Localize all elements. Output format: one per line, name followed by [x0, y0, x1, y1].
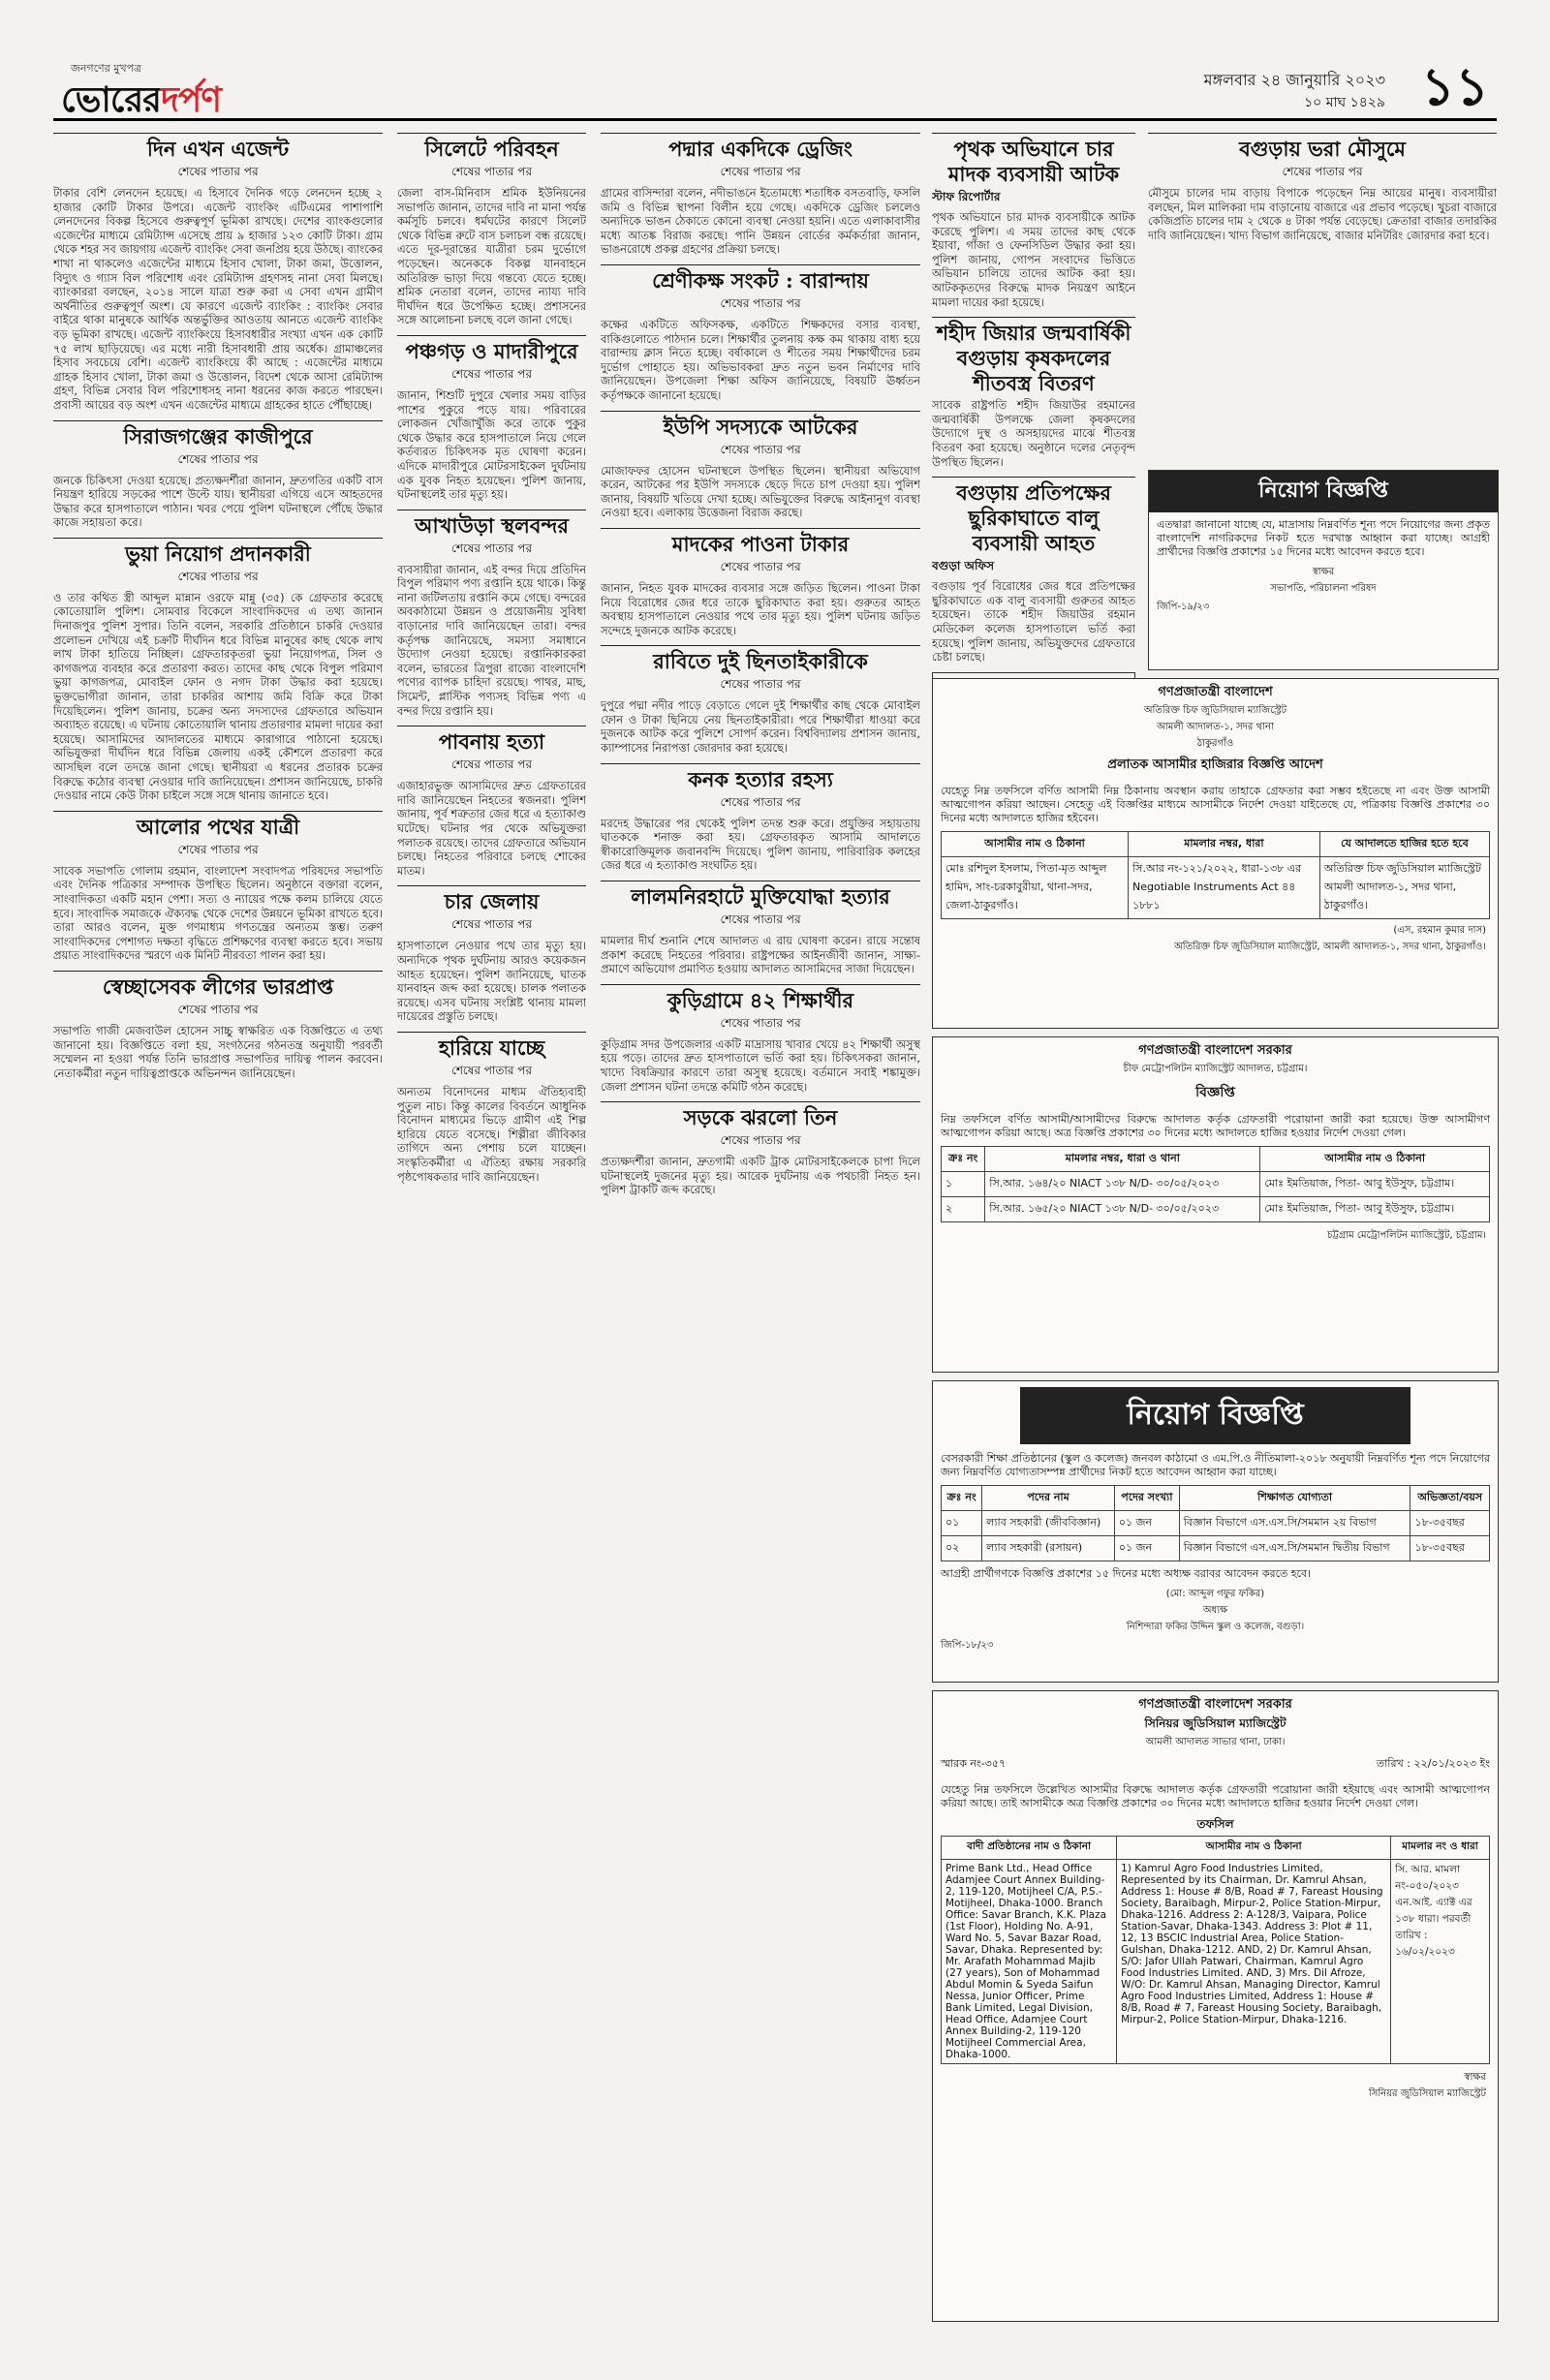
article-headline: ভুয়া নিয়োগ প্রদানকারী [53, 538, 383, 567]
recruitment-ad-2 [932, 1380, 1499, 1683]
table-row [942, 1197, 1490, 1222]
court-subtitle: বিজ্ঞপ্তি [1195, 1085, 1235, 1100]
table-cell: সি. আর. মামলা নং-০৫০/২০২৩ এন.আই. এ্যাক্ট এর ১৩৮ ধারা। পরবর্তী তারিখ : ১৬/০২/২০২৩ [1391, 1860, 1490, 2064]
article [932, 477, 1135, 665]
table-cell: বিজ্ঞান বিভাগে এস.এস.সি/সমমান দ্বিতীয় বিভাগ [1179, 1536, 1410, 1561]
court-subtitle: প্রলাতক আসামীর হাজিরার বিজ্ঞপ্তি আদেশ [1107, 757, 1323, 772]
court-header-2: অতিরিক্ত চিফ জুডিসিয়াল ম্যাজিস্ট্রেট [1143, 705, 1287, 716]
article-body: বগুড়ায় পূর্ব বিরোধের জের ধরে প্রতিপক্ষের ছুরিকাঘাতে এক বালু ব্যবসায়ী গুরুতর আহত হয়েছেন। তাকে শহীদ জিয়াউর রহমান মেডিকেল কলেজ হাসপাতালে ভর্তি করা হয়েছে। পুলিশ জানায়, অভিযুক্তদের গ্রেফতারে চেষ্টা চলছে। [932, 579, 1135, 665]
logo-name-part2: দর্পণ [160, 80, 222, 120]
article-continued: শেষের পাতার পর [177, 1002, 259, 1016]
table-row [942, 1536, 1490, 1561]
table-cell: ০১ জন [1114, 1511, 1179, 1536]
article-body: সাবেক সভাপতি গোলাম রহমান, বাংলাদেশ সংবাদপত্র পরিষদের সভাপতি এবং দৈনিক পত্রিকার সম্পাদক উপস্থিত ছিলেন। অনুষ্ঠানে বক্তারা বলেন, সাংবাদিকতা একটি মহান পেশা। সত্য ও ন্যায়ের পক্ষে কলম চালিয়ে যেতে হবে। সাংবাদিক সমাজকে ঐক্যবদ্ধ থেকে দেশের উন্নয়নে ভূমিকা রাখতে হবে। তারা আরও বলেন, মুক্ত গণমাধ্যম গণতন্ত্রের অন্যতম স্তম্ভ। তরুণ সাংবাদিকদের পেশাগত দক্ষতা বৃদ্ধিতে প্রশিক্ষণের ব্যবস্থা করতে হবে। সভায় প্রয়াত সাংবাদিকদের স্মরণে এক মিনিট নীরবতা পালন করা হয়। [53, 863, 383, 963]
date-bengali: ১০ মাঘ ১৪২৯ [1304, 95, 1385, 110]
table-header: পদের সংখ্যা [1114, 1486, 1179, 1511]
table-header: আসামীর নাম ও ঠিকানা [1260, 1147, 1490, 1172]
article-body: কুড়িগ্রাম সদর উপজেলার একটি মাদ্রাসায় খাবার খেয়ে ৪২ শিক্ষার্থী অসুস্থ হয়ে পড়ে। তাদের দ্রুত হাসপাতালে ভর্তি করা হয়। চিকিৎসকরা জানান, খাদ্যে বিষক্রিয়ার কারণে তারা অসুস্থ হয়েছে। বর্তমানে সবাই শঙ্কামুক্ত। জেলা প্রশাসন ঘটনা তদন্তে কমিটি গঠন করেছে। [601, 1036, 920, 1094]
table-header: আসামীর নাম ও ঠিকানা [1117, 1837, 1391, 1860]
newspaper-logo [61, 62, 264, 120]
article-body: টাকার বেশি লেনদেন হয়েছে। এ হিসাবে দৈনিক গড়ে লেনদেন হচ্ছে ২ হাজার কোটি টাকার উপরে। এজেন্ট ব্যাংকিং এটিএমের পাশাপাশি লেনদেনের বিকল্প হিসেবে গুরুত্বপূর্ণ ভূমিকা রাখছে। দেশের ব্যাংকগুলোর এজেন্টের মাধ্যমে রেমিট্যান্স এসেছে প্রায় ৯ হাজার ১২৩ কোটি টাকা। গ্রাম থেকে শহর সব জায়গায় এজেন্ট ব্যাংকিং সেবা জনপ্রিয় হয়ে উঠছে। ব্যাংকের শাখা না থাকলেও এজেন্টের মাধ্যমে হিসাব খোলা, টাকা জমা, উত্তোলন, বিদ্যুৎ ও গ্যাস বিল পরিশোধ এবং রেমিট্যান্স গ্রহণসহ নানা সেবা মিলছে। ব্যাংকাররা বলছেন, ২০১৪ সালে যাত্রা শুরু করা এ সেবা এখন গ্রামীণ অর্থনীতির গুরুত্বপূর্ণ অংশ। যে কারণে এজেন্ট ব্যাংকিং : ব্যাংকিং সেবার বাইরে থাকা মানুষকে আর্থিক অন্তর্ভুক্তির আওতায় আনতে এজেন্ট ব্যাংকিং বড় ভূমিকা রাখছে। এজেন্ট ব্যাংকিংয়ে হিসাবধারীর সংখ্যা এখন এক কোটি ৭৫ লাখ ছাড়িয়েছে। এর মধ্যে নারী হিসাবধারী প্রায় অর্ধেক। গ্রামাঞ্চলের হিসাব সবচেয়ে বেশি। এজেন্ট ব্যাংকিংয়ে কী আছে : এজেন্টের মাধ্যমে গ্রাহক হিসাব খোলা, টাকা জমা ও উত্তোলন, বিদেশ থেকে আসা রেমিট্যান্স গ্রহণ, বিভিন্ন সেবার বিল পরিশোধসহ নানা ধরনের কাজ করতে পারছেন। প্রবাসী আয়ের বড় অংশ এখন এজেন্টের মাধ্যমে গ্রাহকের হাতে পৌঁছাচ্ছে। [53, 186, 383, 412]
article-continued: শেষের পাতার পর [450, 165, 533, 178]
table-header: অভিজ্ঞতা/বয়স [1410, 1486, 1490, 1511]
court-signer-title: সিনিয়র জুডিসিয়াল ম্যাজিস্ট্রেট [1368, 2088, 1486, 2099]
article [397, 885, 586, 1024]
column-1 [53, 131, 383, 2339]
table-cell: বিজ্ঞান বিভাগে এস.এস.সি/সমমান ২য় বিভাগ [1179, 1511, 1410, 1536]
article-headline: স্বেচ্ছাসেবক লীগের ভারপ্রাপ্ত [53, 971, 383, 1000]
court-ref-no: স্মারক নং-৩৫৭ [941, 1757, 1007, 1770]
article-body: মরদেহ উদ্ধারের পর থেকেই পুলিশ তদন্ত শুরু করে। প্রযুক্তির সহায়তায় ঘাতককে শনাক্ত করা হয়। গ্রেফতারকৃত আসামি আদালতে স্বীকারোক্তিমূলক জবানবন্দি দিয়েছে। পুলিশ জানায়, পারিবারিক কলহের জের ধরে এ হত্যাকাণ্ড সংঘটিত হয়। [601, 816, 920, 873]
ad-signature: স্বাক্ষর [1312, 567, 1335, 577]
article-body: এজাহারভুক্ত আসামিদের দ্রুত গ্রেফতারের দাবি জানিয়েছেন নিহতের স্বজনরা। পুলিশ জানায়, পূর্ব শত্রুতার জের ধরে এ হত্যাকাণ্ড ঘটেছে। ঘটনার পর থেকে অভিযুক্তরা পলাতক রয়েছে। তাদের গ্রেফতারে অভিযান চলছে। নিহতের পরিবারে চলছে শোকের মাতম। [397, 779, 586, 878]
article [601, 763, 920, 873]
recruitment-ad-1 [1148, 470, 1499, 670]
article-byline: স্টাফ রিপোর্টার [932, 190, 1001, 203]
table-header: মামলার নং ও ধারা [1391, 1837, 1490, 1860]
ad-title: নিয়োগ বিজ্ঞপ্তি [1149, 471, 1498, 512]
table-header: মামলার নম্বর, ধারা ও থানা [985, 1147, 1260, 1172]
court-header-2: সিনিয়র জুডিসিয়াল ম্যাজিস্ট্রেট [1144, 1716, 1286, 1730]
article-continued: শেষের পাতার পর [450, 366, 533, 381]
article-headline: পঞ্চগড় ও মাদারীপুরে [397, 335, 586, 364]
article [601, 881, 920, 976]
article-body: জেলা বাস-মিনিবাস শ্রমিক ইউনিয়নের সভাপতি জানান, তাদের দাবি না মানা পর্যন্ত কর্মসূচি চলবে। ধর্মঘটের কারণে সিলেট থেকে বিভিন্ন রুটে বাস চলাচল বন্ধ রয়েছে। এতে দূর-দূরান্তের যাত্রীরা চরম দুর্ভোগে পড়েছেন। অনেককে বিকল্প যানবাহনে অতিরিক্ত ভাড়া দিয়ে গন্তব্যে যেতে হচ্ছে। শ্রমিক নেতারা বলেন, তাদের ন্যায্য দাবি দীর্ঘদিন ধরে উপেক্ষিত হচ্ছে। প্রশাসনের সঙ্গে আলোচনা চলছে বলে জানা গেছে। [397, 186, 586, 327]
article [53, 133, 383, 413]
court-table [941, 1836, 1490, 2064]
article-body: জানান, নিহত যুবক মাদকের ব্যবসার সঙ্গে জড়িত ছিলেন। পাওনা টাকা নিয়ে বিরোধের জের ধরে তাকে ছুরিকাঘাত করা হয়। গুরুতর আহত অবস্থায় হাসপাতালে নেওয়ার পথে তার মৃত্যু হয়। পুলিশ ঘটনায় জড়িত সন্দেহে দুজনকে আটক করেছে। [601, 580, 920, 637]
article-body: কক্ষের একটিতে অফিসকক্ষ, একটিতে শিক্ষকদের বসার ব্যবস্থা, বাকিগুলোতে পাঠদান চলে। শিক্ষার্থীর তুলনায় কক্ষ কম থাকায় বাধ্য হয়ে বারান্দায় ক্লাস নিতে হচ্ছে। বর্ষাকালে ও শীতের সময় শিক্ষার্থীদের চরম দুর্ভোগ পোহাতে হয়। অভিভাবকরা দ্রুত নতুন ভবন নির্মাণের দাবি জানিয়েছেন। উপজেলা শিক্ষা অফিস জানিয়েছে, বিষয়টি ঊর্ধ্বতন কর্তৃপক্ষকে জানানো হয়েছে। [601, 317, 920, 402]
recruitment-table [941, 1485, 1490, 1561]
court-table [941, 1146, 1490, 1222]
article-continued: শেষের পাতার পর [1282, 165, 1363, 178]
article-headline: শহীদ জিয়ার জন্মবার্ষিকী বগুড়ায় কৃষকদলের শীতবস্ত্র বিতরণ [932, 317, 1135, 396]
article [53, 538, 383, 803]
article [397, 1032, 586, 1184]
table-header: ক্রঃ নং [942, 1486, 982, 1511]
article [601, 984, 920, 1094]
table-cell: ১৮-৩৫বছর [1410, 1511, 1490, 1536]
article-continued: শেষের পাতার পর [720, 1133, 801, 1148]
table-header: শিক্ষাগত যোগ্যতা [1179, 1486, 1410, 1511]
article-body: ও তার কথিত স্ত্রী আব্দুল মান্নান ওরফে মান্নু (৩৫) কে গ্রেফতার করেছে কোতোয়ালি পুলিশ। সোমবার বিকেলে সাংবাদিকদের এ তথ্য জানান দিনাজপুর পুলিশ সুপার। তিনি বলেন, সরকারি প্রতিষ্ঠানে চাকরি দেওয়ার প্রলোভন দেখিয়ে এই চক্রটি দীর্ঘদিন ধরে বিভিন্ন মানুষের কাছ থেকে লাখ লাখ টাকা হাতিয়ে নিচ্ছিল। গ্রেফতারকৃতরা ভুয়া নিয়োগপত্র, সিল ও কাগজপত্র ব্যবহার করে প্রতারণা করত। তাদের কাছ থেকে বিপুল পরিমাণ ভুয়া কাগজপত্র, মোবাইল ফোন ও নগদ টাকা উদ্ধার করা হয়েছে। ভুক্তভোগীরা জানান, তারা চাকরির আশায় জমি বিক্রি করে টাকা দিয়েছিলেন। পুলিশ জানায়, চক্রের অন্য সদস্যদের গ্রেফতারে অভিযান অব্যাহত রয়েছে। এ ঘটনায় কোতোয়ালি থানায় প্রতারণার মামলা দায়ের করা হয়েছে। আসামিদের আদালতের মাধ্যমে কারাগারে পাঠানো হয়েছে। অভিযুক্তরা দীর্ঘদিন ধরে বিভিন্ন জেলায় একই কৌশলে প্রতারণা করে আসছিল বলে তদন্তে জানা গেছে। স্থানীয়রা এ ধরনের প্রতারক চক্রের বিরুদ্ধে কঠোর ব্যবস্থা নেওয়ার দাবি জানিয়েছেন। প্রশাসন জানিয়েছে, চাকরি দেওয়ার নামে কেউ টাকা চাইলে সঙ্গে সঙ্গে থানায় জানাতে হবে। [53, 590, 383, 803]
ad-ref: জিপি-১৯/২৩ [1157, 602, 1210, 612]
table-row [942, 1860, 1490, 2064]
masthead [53, 58, 1497, 121]
table-header: যে আদালতে হাজির হতে হবে [1319, 832, 1489, 857]
article-headline: লালমনিরহাটে মুক্তিযোদ্ধা হত্যার [601, 881, 920, 910]
article [53, 971, 383, 1080]
article-continued: শেষের পাতার পর [177, 842, 259, 856]
column-2 [397, 131, 586, 2339]
court-signer: (এস, রহমান কুমার দাস) [1393, 925, 1486, 936]
article [932, 133, 1135, 309]
article-headline: সড়কে ঝরলো তিন [601, 1101, 920, 1130]
table-cell: ২ [942, 1197, 985, 1222]
article-headline: সিরাজগঞ্জের কাজীপুরে [53, 420, 383, 449]
article [397, 726, 586, 878]
article-headline: আখাউড়া স্থলবন্দর [397, 510, 586, 539]
court-body: যেহেতু নিম্ন তফসিলে উল্লেখিত আসামীর বিরুদ্ধে আদালত কর্তৃক গ্রেফতারী পরোয়ানা জারী হইয়াছে এবং আসামী আত্মগোপন করিয়া আছে। তাই আসামীকে অত্র বিজ্ঞপ্তি প্রকাশের ৩০ দিনের মধ্যে আদালতে হাজির হওয়ার নির্দেশ দেওয়া গেল। [941, 1783, 1490, 1809]
article [932, 317, 1135, 469]
article-continued: শেষের পাতার পর [720, 165, 801, 178]
court-header-1: গণপ্রজাতন্ত্রী বাংলাদেশ সরকার [1138, 1697, 1292, 1712]
article-byline: বগুড়া অফিস [932, 559, 995, 573]
court-date: তারিখ : ২২/০১/২০২৩ ইং [1376, 1757, 1490, 1770]
article-continued: শেষের পাতার পর [720, 1015, 801, 1030]
ad-sign-name: সভাপতি, পরিচালনা পরিষদ [1270, 583, 1377, 594]
article [601, 528, 920, 637]
article-continued: শেষের পাতার পর [177, 451, 259, 466]
court-header-2: চীফ মেট্রোপলিটন ম্যাজিস্ট্রেট আদালত, চট্টগ্রাম। [1123, 1064, 1308, 1074]
article-headline: চার জেলায় [397, 885, 586, 914]
article [601, 133, 920, 257]
court-header-3: আমলী আদালত-১, সদর থানা [1157, 722, 1274, 732]
article-body: দুপুরে পদ্মা নদীর পাড়ে বেড়াতে গেলে দুই শিক্ষার্থীর কাছ থেকে মোবাইল ফোন ও টাকা ছিনিয়ে নেয় ছিনতাইকারীরা। পরে শিক্ষার্থীরা ধাওয়া করে দুজনকে আটক করে পুলিশে সোপর্দ করেন। বিশ্ববিদ্যালয় প্রশাসন জানায়, ক্যাম্পাসের নিরাপত্তা জোরদার করা হয়েছে। [601, 698, 920, 756]
table-header: আসামীর নাম ও ঠিকানা [942, 832, 1129, 857]
article-body: মোজাফফর হোসেন ঘটনাস্থলে উপস্থিত ছিলেন। স্থানীয়রা অভিযোগ করেন, আটকের পর ইউপি সদস্যকে ছেড়ে দিতে চাপ দেওয়া হয়। পুলিশ জানায়, বিষয়টি খতিয়ে দেখা হচ্ছে। অভিযুক্তের বিরুদ্ধে আইনানুগ ব্যবস্থা নেওয়া হবে। এলাকায় উত্তেজনা বিরাজ করছে। [601, 463, 920, 520]
column-3 [601, 131, 920, 2339]
table-cell: ০২ [942, 1536, 982, 1561]
table-header: পদের নাম [982, 1486, 1115, 1511]
court-body: নিম্ন তফসিলে বর্ণিত আসামী/আসামীদের বিরুদ্ধে আদালত কর্তৃক গ্রেফতারী পরোয়ানা জারী করা হয়েছে। উক্ত আসামীগণ আত্মগোপন করিয়া আছে। অত্র বিজ্ঞপ্তি প্রকাশের ৩০ দিনের মধ্যে আদালতে হাজির হওয়ার নির্দেশ দেওয়া গেল। [941, 1113, 1490, 1139]
article-headline: ইউপি সদস্যকে আটকের [601, 411, 920, 440]
article-body: সভাপতি গাজী মেজবাউল হোসেন সাচ্চু স্বাক্ষরিত এক বিজ্ঞপ্তিতে এ তথ্য জানানো হয়। বিজ্ঞপ্তিতে বলা হয়, সংগঠনের গঠনতন্ত্র অনুযায়ী পরবর্তী সম্মেলন না হওয়া পর্যন্ত তিনি ভারপ্রাপ্ত সভাপতির দায়িত্ব পালন করবেন। নেতাকর্মীরা নতুন দায়িত্বপ্রাপ্তকে অভিনন্দন জানিয়েছেন। [53, 1023, 383, 1080]
article-headline: আলোর পথের যাত্রী [53, 811, 383, 840]
article [397, 335, 586, 502]
article-continued: শেষের পাতার পর [177, 165, 259, 178]
court-body: যেহেতু নিম্ন তফসিলে বর্ণিত আসামী নিম্ন ঠিকানায় অবস্থান করায় তাহাকে গ্রেফতার করা সম্ভব হইতেছে না এবং উক্ত আসামী আত্মগোপন করিয়া আছেন। সেহেতু এই বিজ্ঞপ্তির মাধ্যমে আসামীকে নির্দেশ দেওয়া যাইতেছে যে, পত্রিকায় বিজ্ঞপ্তি প্রকাশের ৩০ দিনের মধ্যে আদালতে হাজির হইবেন। [941, 785, 1490, 824]
article-headline: মাদকের পাওনা টাকার [601, 528, 920, 557]
table-cell: ল্যাব সহকারী (জীববিজ্ঞান) [982, 1511, 1115, 1536]
table-header: বাদী প্রতিষ্ঠানের নাম ও ঠিকানা [942, 1837, 1117, 1860]
court-header-4: ঠাকুরগাঁও [1196, 738, 1234, 749]
court-header-1: গণপ্রজাতন্ত্রী বাংলাদেশ [1158, 685, 1273, 699]
logo-name [61, 74, 221, 132]
article-body: পৃথক অভিযানে চার মাদক ব্যবসায়ীকে আটক করেছে পুলিশ। এ সময় তাদের কাছ থেকে ইয়াবা, গাঁজা ও ফেনসিডিল উদ্ধার করা হয়। পুলিশ জানায়, গোপন সংবাদের ভিত্তিতে অভিযান চালিয়ে তাদের আটক করা হয়। আটককৃতদের বিরুদ্ধে মাদক নিয়ন্ত্রণ আইনে মামলা দায়ের করা হয়েছে। [932, 210, 1135, 309]
ad-note: আগ্রহী প্রার্থীগণকে বিজ্ঞপ্তি প্রকাশের ১৫ দিনের মধ্যে অধ্যক্ষ বরাবর আবেদন করতে হবে। [941, 1567, 1312, 1580]
article-body: হাসপাতালে নেওয়ার পথে তার মৃত্যু হয়। অন্যদিকে পৃথক দুর্ঘটনায় আরও কয়েকজন আহত হয়েছেন। পুলিশ জানিয়েছে, ঘাতক যানবাহন জব্দ করা হয়েছে। চালক পলাতক রয়েছে। এসব ঘটনায় সংশ্লিষ্ট থানায় মামলা দায়েরের প্রস্তুতি চলছে। [397, 939, 586, 1024]
ad-signer-org: নিশিন্দারা ফকির উদ্দিন স্কুল ও কলেজ, বগুড়া। [1126, 1622, 1305, 1632]
table-cell: Prime Bank Ltd., Head Office Adamjee Court Annex Building-2, 119-120, Motijheel C/A, P.S.-Motijheel, Dhaka-1000. Branch Office: Savar Branch, K.K. Plaza (1st Floor), Holding No. A-91, Ward No. 5, Savar Bazar Road, Savar, Dhaka. Represented by: Mr. Arafath Mohammad Majib (27 years), Son of Mohammad Abdul Momin & Syeda Saifun Nessa, Junior Officer, Prime Bank Limited, Legal Division, Head Office, Adamjee Court Annex Building-2, 119-120 Motijheel Commercial Area, Dhaka-1000. [942, 1860, 1117, 2064]
table-row [942, 857, 1490, 919]
article-headline: দিন এখন এজেন্ট [53, 133, 383, 162]
article-continued: শেষের পাতার পর [450, 917, 533, 932]
ad-signer: (মো: আব্দুল গফুর ফকির) [1165, 1589, 1265, 1599]
court-notice-2 [932, 1036, 1499, 1373]
table-cell: সি.আর নং-১২১/২০২২, ধারা-১৩৮ এর Negotiable Instruments Act ৪৪ ১৮৮১ [1129, 857, 1320, 919]
article-body: অন্যতম বিনোদনের মাধ্যম ঐতিহ্যবাহী পুতুল নাচ। কিন্তু কালের বিবর্তনে আধুনিক বিনোদন মাধ্যমের ভিড়ে গ্রামীণ এই শিল্প হারিয়ে যেতে বসেছে। শিল্পীরা জীবিকার তাগিদে অন্য পেশায় চলে যাচ্ছেন। সংস্কৃতিকর্মীরা এ ঐতিহ্য রক্ষায় সরকারি পৃষ্ঠপোষকতার দাবি জানিয়েছেন। [397, 1084, 586, 1184]
ad-body: বেসরকারী শিক্ষা প্রতিষ্ঠানের (স্কুল ও কলেজ) জনবল কাঠামো ও এম.পি.ও নীতিমালা-২০১৮ অনুযায়ী নিম্নবর্ণিত শূন্য পদে নিয়োগের জন্য নিম্নবর্ণিত যোগ্যতাসম্পন্ন প্রার্থীদের নিকট হতে আবেদন আহ্বান করা যাচ্ছে। [941, 1452, 1490, 1478]
table-header: মামলার নম্বর, ধারা [1129, 832, 1320, 857]
ad-ref: জিপি-১৮/২৩ [941, 1640, 994, 1651]
logo-name-part1: ভোরের [61, 80, 161, 120]
article-continued: শেষের পাতার পর [450, 541, 533, 555]
table-cell: মোঃ ইমতিয়াজ, পিতা- আবু ইউসুফ, চট্টগ্রাম। [1260, 1172, 1490, 1197]
court-notice-3 [932, 1690, 1499, 2322]
ad-body: এতদ্বারা জানানো যাচ্ছে যে, মাদ্রাসায় নিম্নবর্ণিত শূন্য পদে নিয়োগের জন্য প্রকৃত বাংলাদেশি নাগরিকদের নিকট হতে দরখাস্ত আহ্বান করা যাচ্ছে। আগ্রহী প্রার্থীদের বিজ্ঞপ্তি প্রকাশের ১৫ দিনের মধ্যে আবেদন করতে হবে। [1157, 518, 1490, 558]
article-headline: পৃথক অভিযানে চার মাদক ব্যবসায়ী আটক [932, 133, 1135, 187]
article-body: মৌসুমে চালের দাম বাড়ায় বিপাকে পড়েছেন নিম্ন আয়ের মানুষ। ব্যবসায়ীরা বলছেন, মিল মালিকরা দাম বাড়ানোয় বাজারে এর প্রভাব পড়েছে। খুচরা বাজারে কেজিপ্রতি চালের দাম ২ থেকে ৪ টাকা পর্যন্ত বেড়েছে। ক্রেতারা বাজার তদারকির দাবি জানিয়েছেন। খাদ্য বিভাগ জানিয়েছে, বাজার মনিটরিং জোরদার করা হবে। [1148, 186, 1497, 242]
table-cell: ০১ জন [1114, 1536, 1179, 1561]
table-cell: ০১ [942, 1511, 982, 1536]
court-table-caption: তফসিল [1196, 1817, 1234, 1831]
article [601, 411, 920, 520]
table-cell: সি.আর. ১৬৪/২০ NIACT ১৩৮ N/D- ৩০/০৫/২০২৩ [985, 1172, 1260, 1197]
table-cell: সি.আর. ১৬৫/২০ NIACT ১৩৮ N/D- ৩০/০৫/২০২৩ [985, 1197, 1260, 1222]
article [53, 811, 383, 963]
article-headline: কনক হত্যার রহস্য [601, 763, 920, 792]
article [1148, 133, 1497, 242]
court-signer: স্বাক্ষর [1464, 2072, 1486, 2083]
article-body: সাবেক রাষ্ট্রপতি শহীদ জিয়াউর রহমানের জন্মবার্ষিকী উপলক্ষে জেলা কৃষকদলের উদ্যোগে দুস্থ ও অসহায়দের মাঝে শীতবস্ত্র বিতরণ করা হয়েছে। অনুষ্ঠানে দলের নেতৃবৃন্দ উপস্থিত ছিলেন। [932, 398, 1135, 469]
article-continued: শেষের পাতার পর [720, 794, 801, 809]
article-headline: রাবিতে দুই ছিনতাইকারীকে [601, 645, 920, 674]
ad-title: নিয়োগ বিজ্ঞপ্তি [1020, 1387, 1410, 1444]
article-continued: শেষের পাতার পর [720, 677, 801, 692]
article [53, 420, 383, 530]
article-headline: হারিয়ে যাচ্ছে [397, 1032, 586, 1061]
court-header-1: গণপ্রজাতন্ত্রী বাংলাদেশ সরকার [1138, 1043, 1292, 1058]
article-continued: শেষের পাতার পর [720, 442, 801, 456]
article-headline: কুড়িগ্রামে ৪২ শিক্ষার্থীর [601, 984, 920, 1013]
article-headline: পদ্মার একদিকে ড্রেজিং [601, 133, 920, 162]
table-cell: ১৮-৩৫বছর [1410, 1536, 1490, 1561]
article-continued: শেষের পাতার পর [720, 559, 801, 573]
article-body: ব্যবসায়ীরা জানান, এই বন্দর দিয়ে প্রতিদিন বিপুল পরিমাণ পণ্য রপ্তানি হয়ে থাকে। কিন্তু নানা জটিলতায় রপ্তানি কমে গেছে। বন্দরের অবকাঠামো উন্নয়ন ও প্রয়োজনীয় সুবিধা বাড়ানোর দাবি জানিয়েছেন তারা। বন্দর কর্তৃপক্ষ জানিয়েছে, সমস্যা সমাধানে উদ্যোগ নেওয়া হয়েছে। রপ্তানিকারকরা বলেন, ভারতের ত্রিপুরা রাজ্যে বাংলাদেশি পণ্যের ব্যাপক চাহিদা রয়েছে। পাথর, মাছ, সিমেন্ট, প্লাস্টিক পণ্যসহ বিভিন্ন পণ্য এ বন্দর দিয়ে রপ্তানি হয়। [397, 562, 586, 718]
table-cell: ১ [942, 1172, 985, 1197]
article-body: মামলার দীর্ঘ শুনানি শেষে আদালত এ রায় ঘোষণা করেন। রায়ে সন্তোষ প্রকাশ করেছে নিহতের পরিবার। রাষ্ট্রপক্ষের আইনজীবী জানান, সাক্ষ্য-প্রমাণে অভিযোগ প্রমাণিত হওয়ায় আদালত আসামিদের সাজা দিয়েছেন। [601, 934, 920, 976]
court-header-3: আমলী আদালত সাভার থানা, ঢাকা। [1145, 1737, 1286, 1747]
article [397, 133, 586, 327]
court-footer: অতিরিক্ত চিফ জুডিসিয়াল ম্যাজিস্ট্রেট, আমলী আদালত-১, সদর থানা, ঠাকুরগাঁও। [1174, 942, 1486, 952]
page-number: ১১ [1420, 56, 1489, 117]
date-gregorian: মঙ্গলবার ২৪ জানুয়ারি ২০২৩ [1203, 71, 1385, 89]
article [397, 510, 586, 719]
article-body: জনকে চিকিৎসা দেওয়া হয়েছে। প্রত্যক্ষদর্শীরা জানান, দ্রুতগতির একটি বাস নিয়ন্ত্রণ হারিয়ে সড়কের পাশে উল্টে যায়। স্থানীয়রা এগিয়ে এসে আহতদের উদ্ধার করে হাসপাতালে পাঠান। খবর পেয়ে পুলিশ ঘটনাস্থলে পৌঁছে উদ্ধার কাজে সহায়তা করে। [53, 473, 383, 530]
table-cell: ল্যাব সহকারী (রসায়ন) [982, 1536, 1115, 1561]
article-continued: শেষের পাতার পর [720, 912, 801, 927]
column-5 [1148, 131, 1497, 460]
article-headline: সিলেটে পরিবহন [397, 133, 586, 162]
court-table [941, 831, 1490, 919]
table-cell: মোঃ রশিদুল ইসলাম, পিতা-মৃত আব্দুল হামিদ, সাং-চরকাবুরীয়া, থানা-সদর, জেলা-ঠাকুরগাঁও। [942, 857, 1129, 919]
article-continued: শেষের পাতার পর [450, 1063, 533, 1077]
article-headline: পাবনায় হত্যা [397, 726, 586, 755]
table-row [942, 1172, 1490, 1197]
court-notice-1 [932, 678, 1499, 1029]
court-footer: চট্টগ্রাম মেট্রোপলিটন ম্যাজিস্ট্রেট, চট্টগ্রাম। [1327, 1230, 1486, 1241]
logo-tagline: জনগণের মুখপত্র [71, 62, 142, 75]
article [601, 645, 920, 755]
article-continued: শেষের পাতার পর [450, 757, 533, 772]
article-body: গ্রামের বাসিন্দারা বলেন, নদীভাঙনে ইতোমধ্যে শতাধিক বসতবাড়ি, ফসলি জমি ও বিভিন্ন স্থাপনা বিলীন হয়ে গেছে। একদিকে ড্রেজিং চললেও অন্যদিকে ভাঙন ঠেকাতে কোনো ব্যবস্থা নেওয়া হয়নি। এতে এলাকাবাসীর মধ্যে আতঙ্ক বিরাজ করছে। পানি উন্নয়ন বোর্ডের কর্মকর্তারা জানান, ভাঙনরোধে প্রকল্প গ্রহণের প্রক্রিয়া চলছে। [601, 186, 920, 257]
table-cell: মোঃ ইমতিয়াজ, পিতা- আবু ইউসুফ, চট্টগ্রাম। [1260, 1197, 1490, 1222]
article [601, 264, 920, 403]
article-headline: বগুড়ায় ভরা মৌসুমে [1148, 133, 1497, 162]
table-cell: 1) Kamrul Agro Food Industries Limited, Represented by its Chairman, Dr. Kamrul Ahsan, Address 1: House # 8/B, Road # 7, Fareast Housing Society, Baraibagh, Mirpur-2, Police Station-Mirpur, Dhaka-1216. Address 2: A-128/3, Vaipara, Police Station-Savar, Dhaka-1343. Address 3: Plot # 11, 12, 13 BSCIC Industrial Area, Police Station-Gulshan, Dhaka-1212. AND, 2) Dr. Kamrul Ahsan, S/O: Jafor Ullah Patwari, Chairman, Kamrul Agro Food Industries Limited. AND, 3) Mrs. Dil Afroze, W/O: Dr. Kamrul Ahsan, Managing Director, Kamrul Agro Food Industries Limited, Address 1: House # 8/B, Road # 7, Fareast Housing Society, Baraibagh, Mirpur-2, Police Station-Mirpur, Dhaka-1216. [1117, 1860, 1391, 2064]
table-header: ক্রঃ নং [942, 1147, 985, 1172]
table-row [942, 1511, 1490, 1536]
article-continued: শেষের পাতার পর [177, 569, 259, 583]
article-body: জানান, শিশুটি দুপুরে খেলার সময় বাড়ির পাশের পুকুরে পড়ে যায়। পরিবারের লোকজন খোঁজাখুঁজি করে তাকে পুকুর থেকে উদ্ধার করে হাসপাতালে নিয়ে গেলে কর্তব্যরত চিকিৎসক মৃত ঘোষণা করেন। এদিকে মাদারীপুরে মোটরসাইকেল দুর্ঘটনায় এক যুবক নিহত হয়েছেন। পুলিশ জানায়, ঘটনাস্থলেই তার মৃত্যু হয়। [397, 387, 586, 502]
table-cell: অতিরিক্ত চিফ জুডিসিয়াল ম্যাজিস্ট্রেট আমলী আদালত-১, সদর থানা, ঠাকুরগাঁও। [1319, 857, 1489, 919]
article-body: প্রত্যক্ষদর্শীরা জানান, দ্রুতগামী একটি ট্রাক মোটরসাইকেলকে চাপা দিলে ঘটনাস্থলেই দুজনের মৃত্যু হয়। আরেক দুর্ঘটনায় এক পথচারী নিহত হন। পুলিশ ট্রাকটি জব্দ করেছে। [601, 1155, 920, 1197]
article [601, 1101, 920, 1197]
article-headline: বগুড়ায় প্রতিপক্ষের ছুরিকাঘাতে বালু ব্যবসায়ী আহত [932, 477, 1135, 556]
ad-signer-title: অধ্যক্ষ [1202, 1605, 1228, 1616]
article-headline: শ্রেণীকক্ষ সংকট : বারান্দায় [601, 264, 920, 294]
article-continued: শেষের পাতার পর [720, 295, 801, 310]
